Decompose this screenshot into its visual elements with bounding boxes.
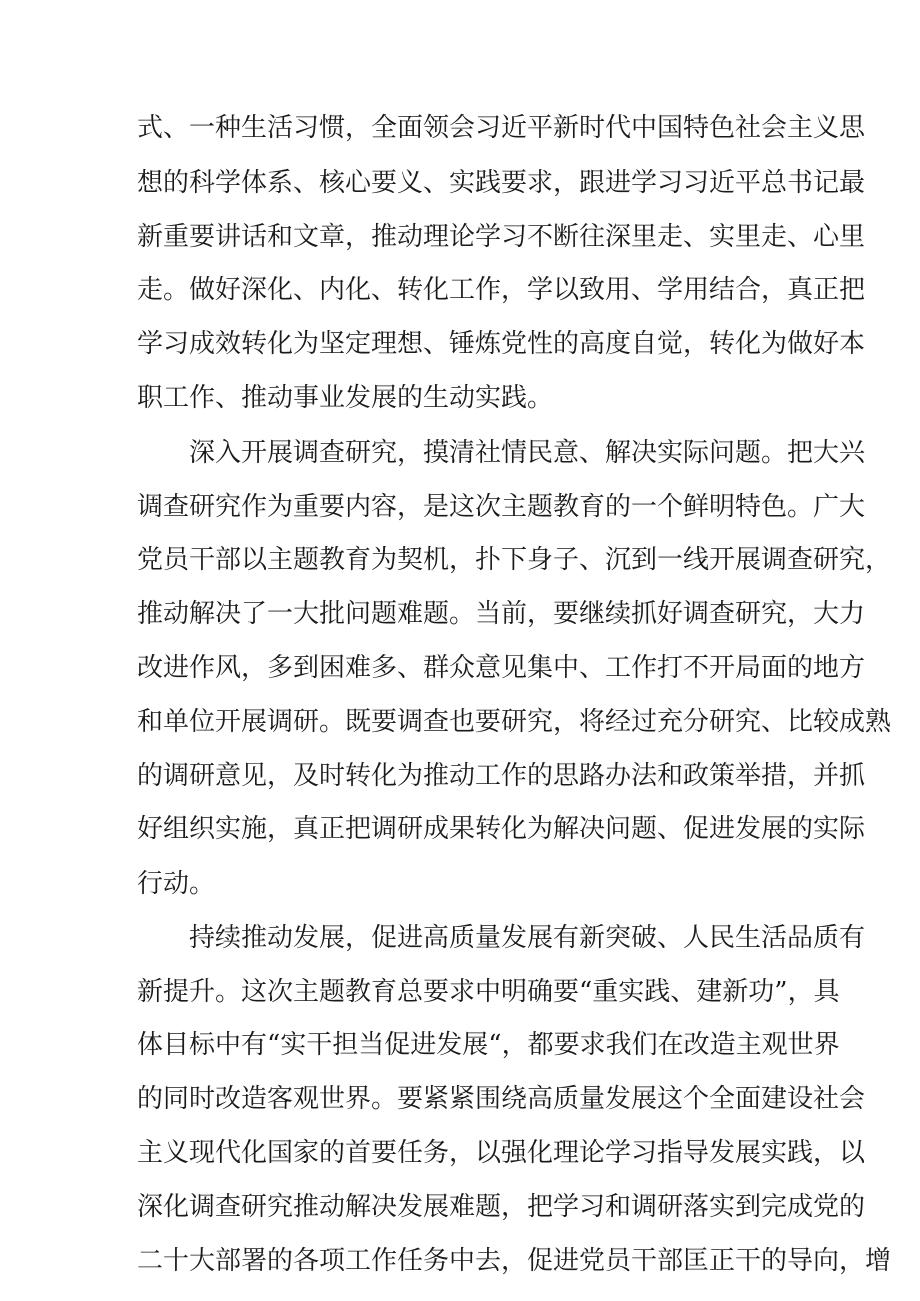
text-line: 体目标中有“实干担当促进发展“，都要求我们在改造主观世界	[137, 1030, 840, 1060]
text-line: 持续推动发展，促进高质量发展有新突破、人民生活品质有	[189, 923, 866, 953]
text-line: 改进作风，多到困难多、群众意见集中、工作打不开局面的地方	[137, 653, 866, 683]
text-line: 学习成效转化为坚定理想、锤炼党性的高度自觉，转化为做好本	[137, 329, 866, 359]
text-line: 职工作、推动事业发展的生动实践。	[137, 383, 554, 413]
text-line: 的同时改造客观世界。要紧紧围绕高质量发展这个全面建设社会	[137, 1084, 866, 1114]
text-line: 党员干部以主题教育为契机，扑下身子、沉到一线开展调查研究，	[137, 545, 892, 575]
text-line: 式、一种生活习惯，全面领会习近平新时代中国特色社会主义思	[137, 113, 866, 143]
text-line: 深入开展调查研究，摸清社情民意、解决实际问题。把大兴	[189, 438, 866, 468]
text-line: 推动解决了一大批问题难题。当前，要继续抓好调查研究，大力	[137, 599, 866, 629]
text-line: 主义现代化国家的首要任务，以强化理论学习指导发展实践，以	[137, 1138, 866, 1168]
text-line: 深化调查研究推动解决发展难题，把学习和调研落实到完成党的	[137, 1192, 866, 1222]
text-line: 新提升。这次主题教育总要求中明确要“重实践、建新功”，具	[137, 977, 840, 1007]
text-line: 的调研意见，及时转化为推动工作的思路办法和政策举措，并抓	[137, 761, 866, 791]
text-line: 行动。	[137, 869, 216, 899]
text-line: 二十大部署的各项工作任务中去，促进党员干部匡正干的导向，增	[137, 1246, 892, 1276]
text-line: 想的科学体系、核心要义、实践要求，跟进学习习近平总书记最	[137, 168, 866, 198]
text-line: 调查研究作为重要内容，是这次主题教育的一个鲜明特色。广大	[137, 492, 866, 522]
text-line: 和单位开展调研。既要调查也要研究，将经过充分研究、比较成熟	[137, 707, 892, 737]
text-line: 走。做好深化、内化、转化工作，学以致用、学用结合，真正把	[137, 275, 866, 305]
text-line: 新重要讲话和文章，推动理论学习不断往深里走、实里走、心里	[137, 222, 866, 252]
text-line: 好组织实施，真正把调研成果转化为解决问题、促进发展的实际	[137, 814, 866, 844]
